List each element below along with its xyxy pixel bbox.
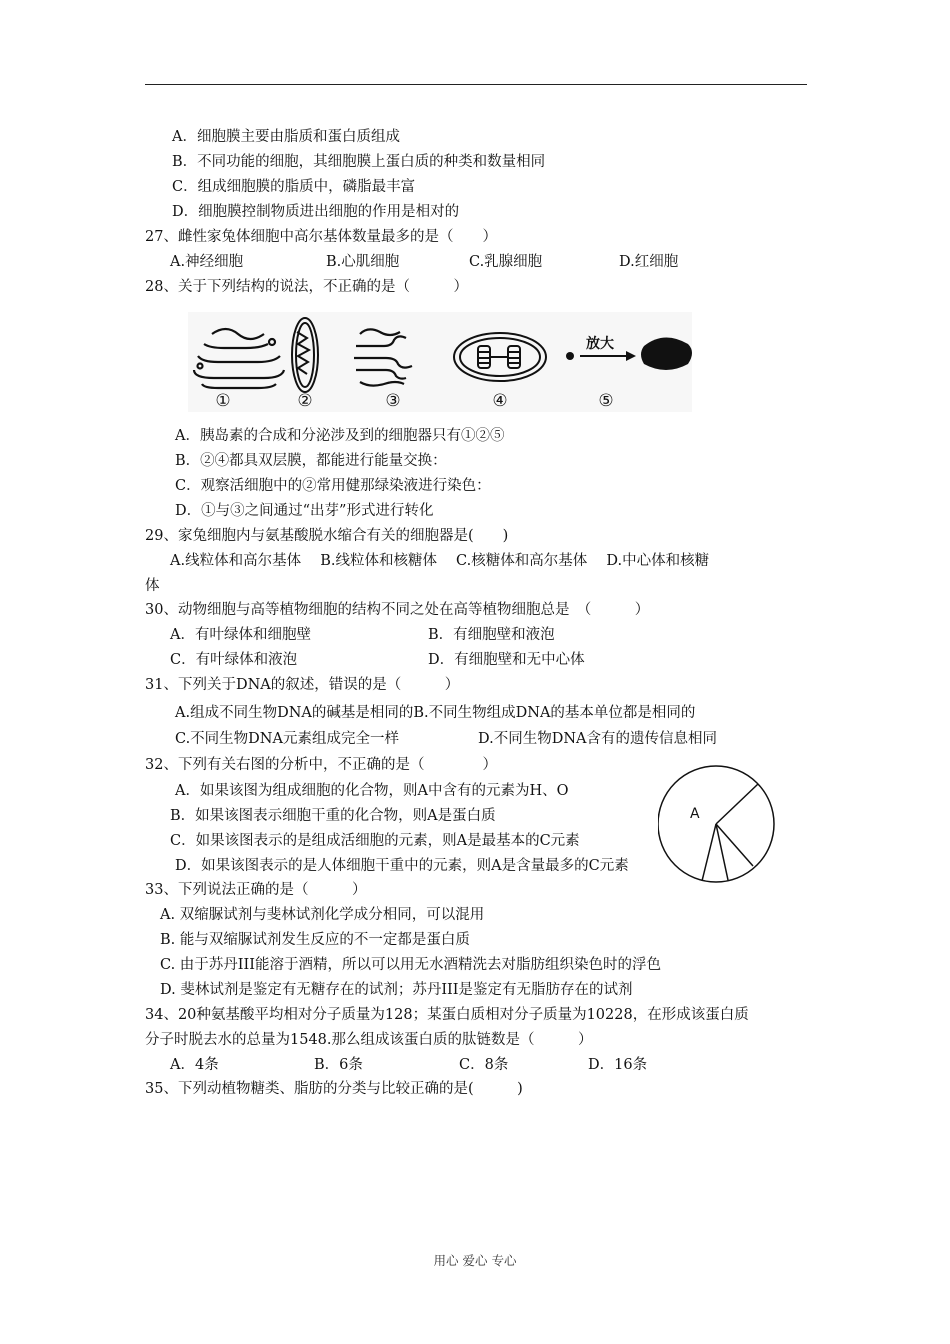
q28-option-c: C．观察活细胞中的②常用健那绿染液进行染色： [175,478,491,494]
q33-option-b: B. 能与双缩脲试剂发生反应的不一定都是蛋白质 [160,932,470,948]
q32-option-a: A．如果该图为组成细胞的化合物，则A中含有的元素为H、O [175,783,569,799]
q30-option-a: A．有叶绿体和细胞壁 [170,627,311,643]
q32-option-d: D．如果该图表示的是人体细胞干重中的元素，则A是含量最多的C元素 [175,858,629,874]
q31-options-ab: A.组成不同生物DNA的碱基是相同的B.不同生物组成DNA的基本单位都是相同的 [175,705,696,721]
q30-option-d: D．有细胞壁和无中心体 [428,652,585,668]
q34-stem-line2: 分子时脱去水的总量为1548.那么组成该蛋白质的肽链数是（ ） [145,1032,593,1048]
q29-options: A.线粒体和高尔基体 B.线粒体和核糖体 C.核糖体和高尔基体 D.中心体和核糖 [170,553,710,569]
q32-option-c: C．如果该图表示的是组成活细胞的元素，则A是最基本的C元素 [170,833,580,849]
q26-option-b: B．不同功能的细胞，其细胞膜上蛋白质的种类和数量相同 [172,154,546,170]
q34-stem-line1: 34、20种氨基酸平均相对分子质量为128；某蛋白质相对分子质量为10228，在形成该蛋白质 [145,1007,749,1023]
q30-option-b: B．有细胞壁和液泡 [428,627,555,643]
pie-label-a: A [690,806,700,822]
header-rule [145,84,807,85]
organelle-figure [188,312,692,412]
q27-option-a: A.神经细胞 [170,254,244,270]
arrow-label: 放大 [586,336,614,352]
figure-label-5: ⑤ [598,391,614,411]
q26-option-a: A．细胞膜主要由脂质和蛋白质组成 [172,129,400,145]
q28-option-a: A．胰岛素的合成和分泌涉及到的细胞器只有①②⑤ [175,428,505,444]
q32-option-b: B．如果该图表示细胞干重的化合物，则A是蛋白质 [170,808,496,824]
q34-option-d: D．16条 [588,1057,648,1073]
q29-stem: 29、家兔细胞内与氨基酸脱水缩合有关的细胞器是( ) [145,528,509,544]
q28-option-d: D．①与③之间通过“出芽”形式进行转化 [175,503,434,519]
figure-label-3: ③ [385,391,401,411]
q34-option-a: A．4条 [170,1057,219,1073]
figure-label-4: ④ [492,391,508,411]
q26-option-d: D．细胞膜控制物质进出细胞的作用是相对的 [172,204,460,220]
figure-label-2: ② [297,391,313,411]
q33-option-d: D. 斐林试剂是鉴定有无糖存在的试剂；苏丹III是鉴定有无脂肪存在的试剂 [160,982,633,998]
q31-option-d: D.不同生物DNA含有的遗传信息相同 [478,731,718,747]
q33-option-c: C. 由于苏丹III能溶于酒精，所以可以用无水酒精洗去对脂肪组织染色时的浮色 [160,957,661,973]
q30-option-c: C．有叶绿体和液泡 [170,652,298,668]
q28-option-b: B．②④都具双层膜，都能进行能量交换： [175,453,447,469]
q34-option-b: B．6条 [314,1057,363,1073]
q27-option-b: B.心肌细胞 [326,254,400,270]
q29-options-wrap: 体 [145,578,160,594]
q27-option-d: D.红细胞 [619,254,679,270]
q34-option-c: C．8条 [459,1057,509,1073]
q35-stem: 35、下列动植物糖类、脂肪的分类与比较正确的是( ) [145,1081,523,1097]
q33-stem: 33、下列说法正确的是（ ） [145,882,367,898]
q33-option-a: A. 双缩脲试剂与斐林试剂化学成分相同，可以混用 [160,907,485,923]
pie-figure [658,762,778,886]
page-footer: 用心 爱心 专心 [433,1253,517,1268]
q31-stem: 31、下列关于DNA的叙述，错误的是（ ） [145,677,460,693]
q28-stem: 28、关于下列结构的说法，不正确的是（ ） [145,279,468,295]
q27-stem: 27、雌性家兔体细胞中高尔基体数量最多的是（ ） [145,229,497,245]
q32-stem: 32、下列有关右图的分析中，不正确的是（ ） [145,757,497,773]
figure-label-1: ① [215,391,231,411]
q30-stem: 30、动物细胞与高等植物细胞的结构不同之处在高等植物细胞总是 （ ） [145,602,650,618]
q26-option-c: C．组成细胞膜的脂质中，磷脂最丰富 [172,179,416,195]
q31-option-c: C.不同生物DNA元素组成完全一样 [175,731,399,747]
q27-option-c: C.乳腺细胞 [469,254,543,270]
